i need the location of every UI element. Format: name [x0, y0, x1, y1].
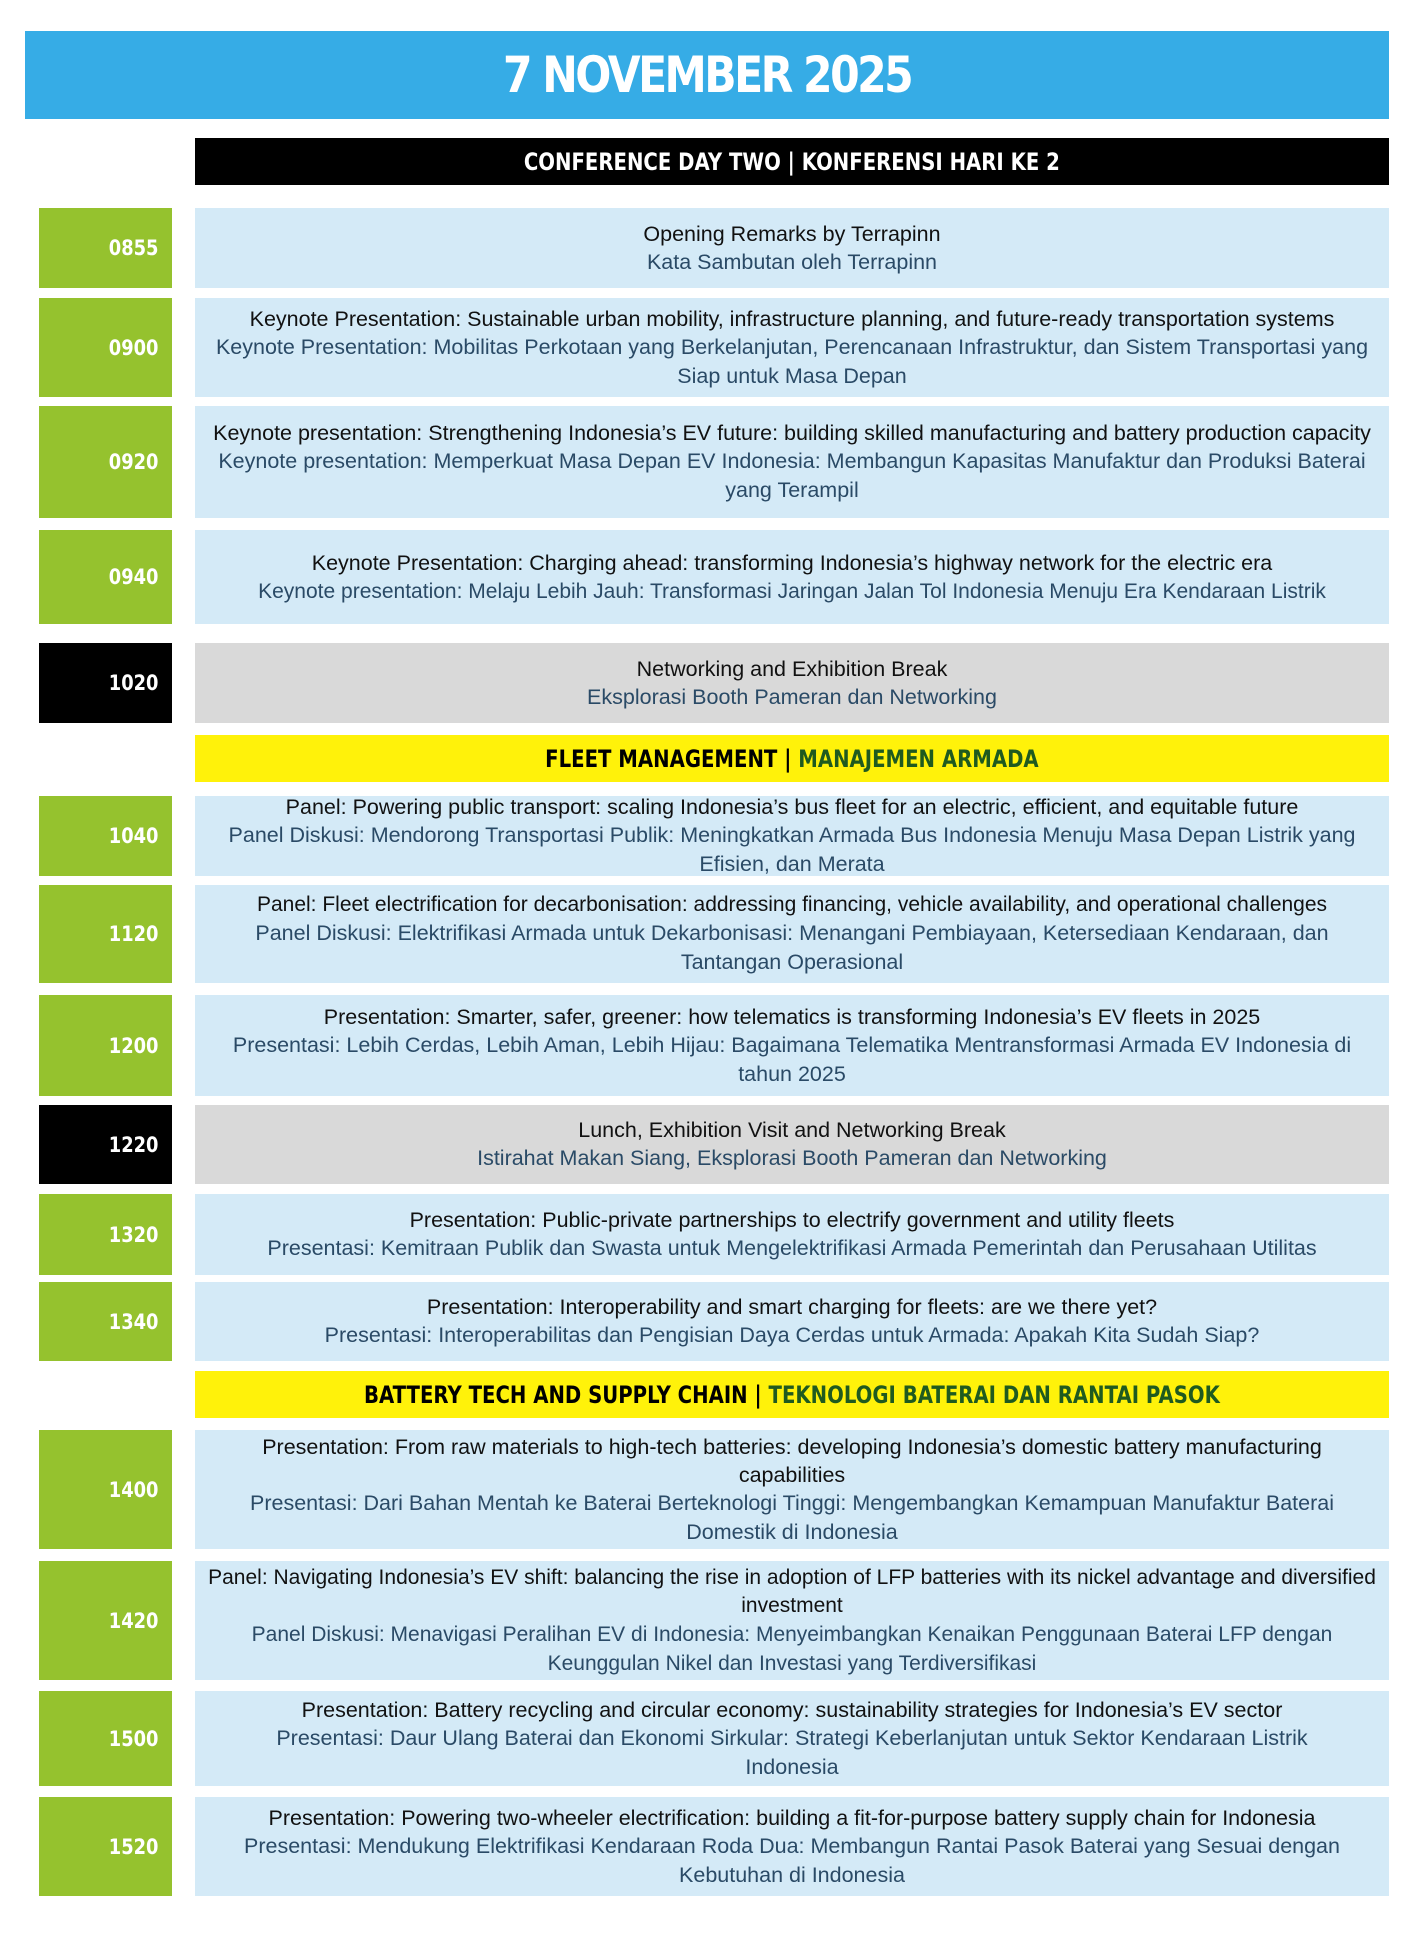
- session-title-id: Panel Diskusi: Mendorong Transportasi Publik: Meningkatkan Armada Bus Indonesia Menuju Masa Depan Listrik yang Efisien, dan Merata: [228, 823, 1356, 876]
- session-title-id: Presentasi: Mendukung Elektrifikasi Kendaraan Roda Dua: Membangun Rantai Pasok Baterai yang Sesuai dengan Kebutuhan di Indonesia: [244, 1833, 1340, 1887]
- session-title-en: Presentation: Powering two-wheeler electrification: building a fit-for-purpose battery supply chain for Indonesia: [268, 1805, 1316, 1830]
- session-title-en: Panel: Powering public transport: scaling Indonesia’s bus fleet for an electric, efficient, and equitable future: [285, 795, 1299, 819]
- session-row: [195, 1282, 1389, 1361]
- time-slot: 1420: [39, 1561, 172, 1680]
- break-row: [195, 643, 1389, 723]
- time-slot: 0940: [39, 530, 172, 624]
- time-slot: 1200: [39, 995, 172, 1096]
- session-title-en: Opening Remarks by Terrapinn: [643, 221, 941, 246]
- time-slot: 1520: [39, 1797, 172, 1896]
- session-title-en: Presentation: Public-private partnerships to electrify government and utility fleets: [409, 1208, 1175, 1232]
- session-title-en: Lunch, Exhibition Visit and Networking Break: [578, 1118, 1006, 1142]
- session-title-en: Panel: Navigating Indonesia’s EV shift: balancing the rise in adoption of LFP batteries with its nickel advantage and diversified investment: [208, 1565, 1376, 1617]
- session-title-id: Presentasi: Lebih Cerdas, Lebih Aman, Lebih Hijau: Bagaimana Telematika Mentransformasi Armada EV Indonesia di tahun 2025: [232, 1032, 1352, 1086]
- session-title-en: Presentation: From raw materials to high-tech batteries: developing Indonesia’s domestic battery manufacturing capabilities: [262, 1434, 1322, 1487]
- session-row: [195, 406, 1389, 518]
- session-title-id: Presentasi: Dari Bahan Mentah ke Baterai Berteknologi Tinggi: Mengembangkan Kemampuan Manufaktur Baterai Domestik di Indonesia: [250, 1490, 1334, 1544]
- session-title-en: Panel: Fleet electrification for decarbonisation: addressing financing, vehicle availability, and operational challenges: [256, 893, 1328, 916]
- session-title-id: Presentasi: Daur Ulang Baterai dan Ekonomi Sirkular: Strategi Keberlanjutan untuk Sektor Kendaraan Listrik Indonesia: [276, 1725, 1308, 1779]
- time-slot: 1020: [39, 643, 172, 723]
- session-title-id: Panel Diskusi: Elektrifikasi Armada untuk Dekarbonisasi: Menangani Pembiayaan, Ketersediaan Kendaraan, dan Tantangan Operasional: [255, 921, 1329, 974]
- time-slot: 0900: [39, 298, 172, 397]
- session-row: [195, 885, 1389, 983]
- session-title-id: Kata Sambutan oleh Terrapinn: [646, 249, 938, 274]
- time-slot: 1500: [39, 1691, 172, 1786]
- session-title-id: Keynote presentation: Melaju Lebih Jauh: Transformasi Jaringan Jalan Tol Indonesia Menuju Era Kendaraan Listrik: [258, 579, 1326, 603]
- date-banner: [25, 31, 1389, 119]
- session-title-id: Keynote presentation: Memperkuat Masa Depan EV Indonesia: Membangun Kapasitas Manufaktur dan Produksi Baterai yang Terampil: [218, 449, 1366, 502]
- time-slot: 0920: [39, 406, 172, 518]
- day-header: [195, 138, 1389, 185]
- break-row: [195, 1105, 1389, 1184]
- session-row: [195, 1691, 1389, 1786]
- session-row: [195, 1561, 1389, 1680]
- session-row: [195, 995, 1389, 1096]
- date-banner-text: 7 NOVEMBER 2025: [502, 46, 912, 104]
- session-title-id: Istirahat Makan Siang, Eksplorasi Booth Pameran dan Networking: [477, 1146, 1107, 1170]
- section-header: FLEET MANAGEMENT | MANAJEMEN ARMADA: [195, 735, 1389, 782]
- session-row: [195, 298, 1389, 397]
- session-title-id: Presentasi: Kemitraan Publik dan Swasta untuk Mengelektrifikasi Armada Pemerintah dan Perusahaan Utilitas: [267, 1236, 1317, 1260]
- time-slot: 1220: [39, 1105, 172, 1184]
- session-title-id: Eksplorasi Booth Pameran dan Networking: [587, 684, 997, 709]
- session-title-en: Networking and Exhibition Break: [636, 656, 948, 681]
- session-row: [195, 796, 1389, 876]
- session-row: [195, 208, 1389, 288]
- day-header-text: CONFERENCE DAY TWO | KONFERENSI HARI KE 2: [523, 147, 1060, 176]
- session-title-en: Presentation: Smarter, safer, greener: how telematics is transforming Indonesia’s EV fleets in 2025: [323, 1004, 1261, 1029]
- session-row: [195, 530, 1389, 624]
- session-title-id: Presentasi: Interoperabilitas dan Pengisian Daya Cerdas untuk Armada: Apakah Kita Sudah Siap?: [324, 1323, 1260, 1347]
- session-row: [195, 1797, 1389, 1896]
- time-slot: 1340: [39, 1282, 172, 1361]
- session-title-id: Keynote Presentation: Mobilitas Perkotaan yang Berkelanjutan, Perencanaan Infrastruktur, dan Sistem Transportasi yang Siap untuk Masa Depan: [215, 334, 1369, 388]
- session-title-en: Keynote Presentation: Sustainable urban mobility, infrastructure planning, and future-ready transportation systems: [249, 306, 1335, 331]
- session-title-en: Presentation: Battery recycling and circular economy: sustainability strategies for Indonesia’s EV sector: [301, 1697, 1283, 1722]
- session-row: [195, 1430, 1389, 1549]
- time-slot: 1040: [39, 796, 172, 876]
- session-title-en: Keynote Presentation: Charging ahead: transforming Indonesia’s highway network for the electric era: [311, 550, 1273, 575]
- session-title-id: Panel Diskusi: Menavigasi Peralihan EV di Indonesia: Menyeimbangkan Kenaikan Penggunaan Baterai LFP dengan Keunggulan Nikel dan Investasi yang Terdiversifikasi: [251, 1622, 1333, 1675]
- session-title-en: Presentation: Interoperability and smart charging for fleets: are we there yet?: [426, 1295, 1158, 1319]
- session-title-en: Keynote presentation: Strengthening Indonesia’s EV future: building skilled manufacturing and battery production capacity: [213, 421, 1371, 445]
- time-slot: 1120: [39, 885, 172, 983]
- time-slot: 0855: [39, 208, 172, 288]
- session-row: [195, 1194, 1389, 1275]
- section-header: BATTERY TECH AND SUPPLY CHAIN | TEKNOLOGI BATERAI DAN RANTAI PASOK: [195, 1371, 1389, 1418]
- time-slot: 1320: [39, 1194, 172, 1275]
- time-slot: 1400: [39, 1430, 172, 1549]
